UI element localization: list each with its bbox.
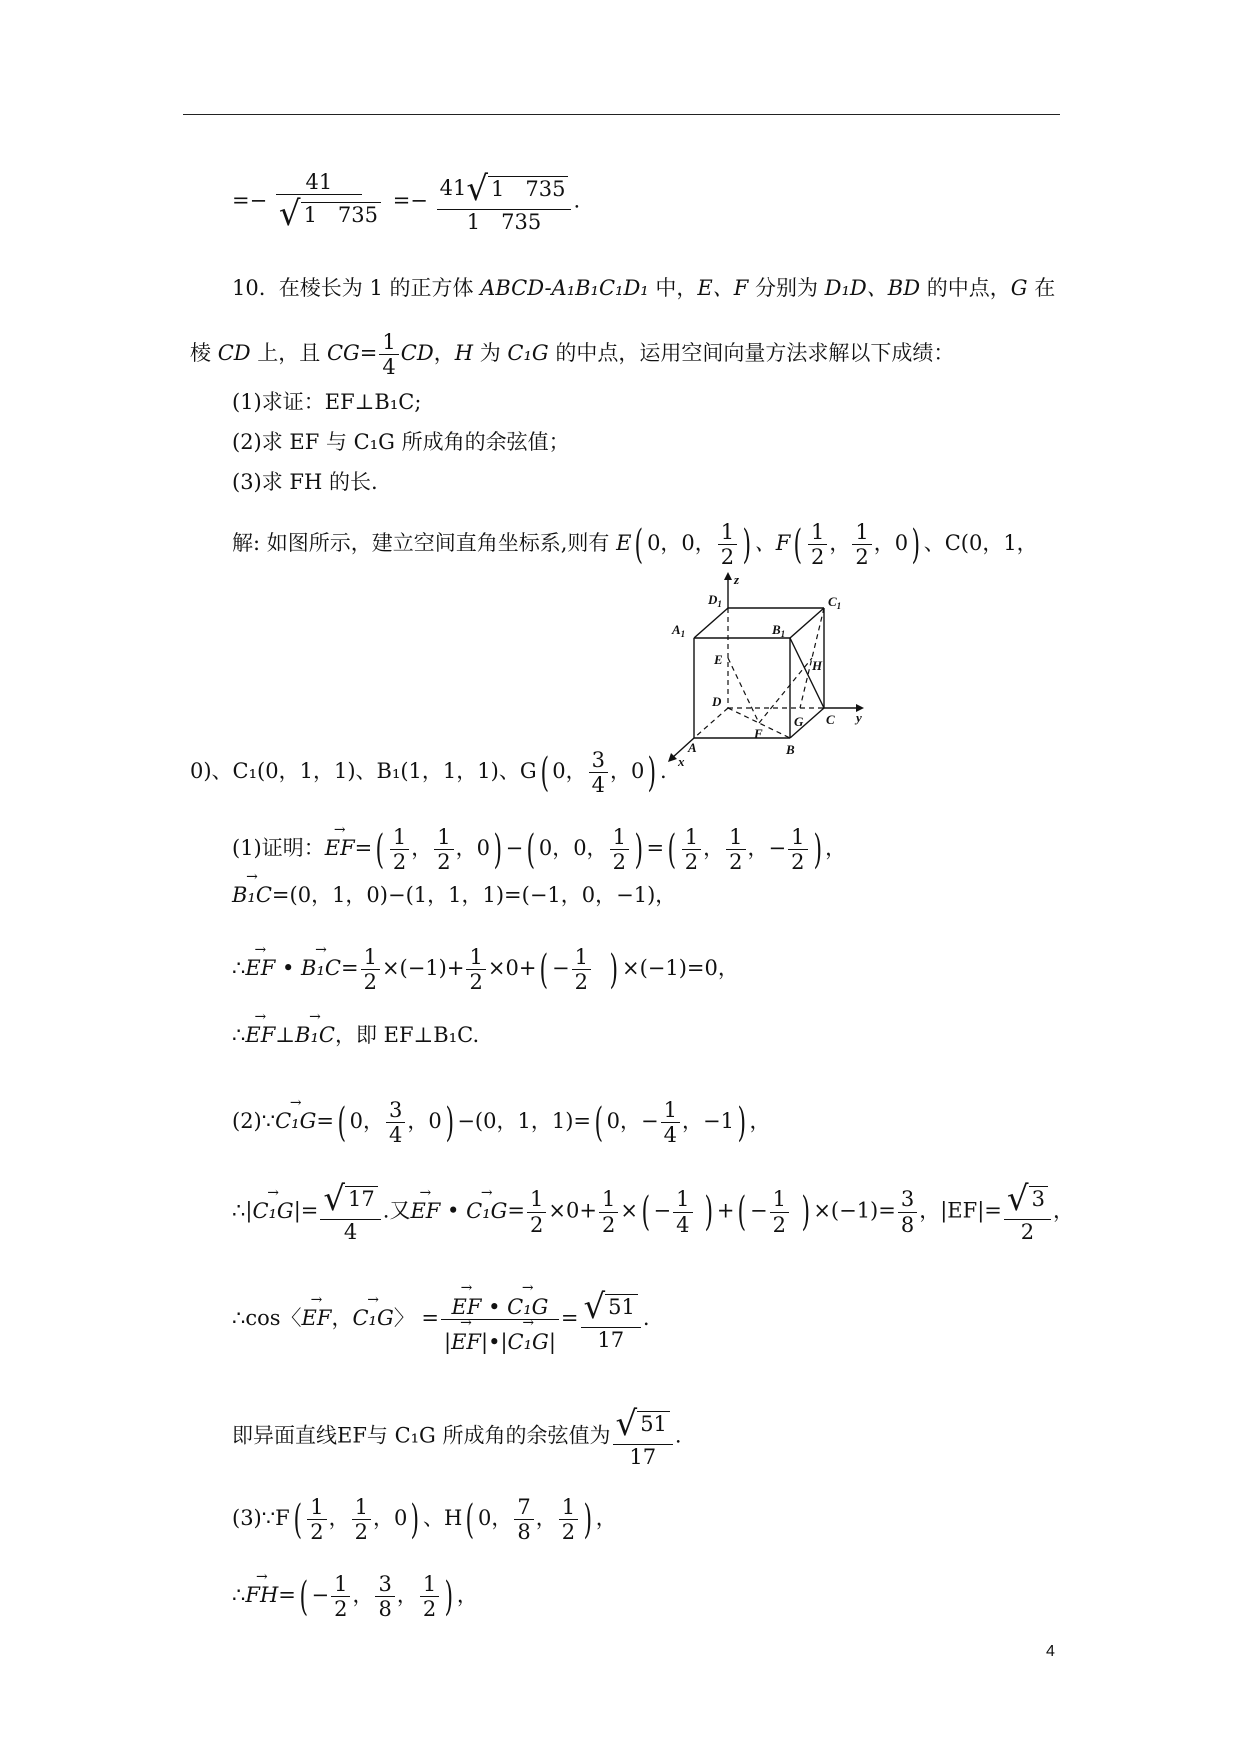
numerator: 1 xyxy=(673,1187,692,1212)
text: (1)证明： xyxy=(232,836,325,861)
question-3: (3)求 FH 的长. xyxy=(232,470,378,494)
edge-a1-d1 xyxy=(694,608,728,638)
coords: 0，0， xyxy=(647,531,716,556)
fraction xyxy=(390,825,409,874)
z-arrow xyxy=(724,572,732,580)
numerator: 3 xyxy=(589,748,608,773)
question-1: (1)求证：EF⊥B₁C; xyxy=(232,390,422,414)
denominator: 2 xyxy=(720,545,735,570)
plus: + xyxy=(716,1198,735,1223)
bracket: 〉 xyxy=(393,1306,415,1331)
text: 为 xyxy=(473,341,508,366)
denominator: 8 xyxy=(900,1212,915,1237)
text: ×(−1)= xyxy=(813,1198,896,1223)
eq-sign: =− xyxy=(392,188,428,213)
problem-number: 10. xyxy=(232,276,266,300)
text: 在棱长为 1 的正方体 xyxy=(278,276,481,300)
denominator: 4 xyxy=(676,1212,690,1237)
fraction xyxy=(581,1288,641,1352)
edge-b1-c xyxy=(790,638,824,708)
denominator: 4 xyxy=(663,1123,677,1148)
vector-c1g: → C₁G xyxy=(275,1111,316,1132)
text: ， xyxy=(749,1109,771,1134)
vector-ef: → EF xyxy=(245,958,275,979)
denominator: 2 xyxy=(354,1520,369,1545)
radicand: 51 xyxy=(605,1294,638,1320)
therefore: ∴ xyxy=(232,1583,246,1608)
label-c1: $C_1$ xyxy=(828,594,842,611)
solution-line-1: 解: 如图所示，建立空间直角坐标系,则有 E( 0，0， $\frac{1}{2}$ ) 、F( $\frac{1}{2}$ ， $\frac{1}{2}$ ，0) 、C(0，1， xyxy=(232,520,1038,570)
text: 棱 xyxy=(190,341,218,366)
denominator: 1 735 xyxy=(466,210,542,235)
fraction xyxy=(307,1495,326,1544)
cube-figure xyxy=(660,570,880,770)
proof-1-line-3: ∴→ EF • → B₁C= $\frac{1}{2}$ ×(−1)+ $\frac{1}{2}$ ×0+( − $\frac{1}{2}$ ) ×(−1)=0， xyxy=(232,945,739,994)
solution-line-2: 0)、C₁(0，1，1)、B₁(1，1，1)、G( 0， $\frac{3}{4}$ ，0) . xyxy=(190,748,667,798)
question-2: (2)求 EF 与 C₁G 所成角的余弦值； xyxy=(232,430,570,454)
math: H xyxy=(454,341,474,366)
radicand: 51 xyxy=(637,1411,670,1437)
conclusion-line xyxy=(232,1405,682,1469)
label-e: E xyxy=(714,652,723,667)
period: . xyxy=(573,188,581,213)
vector-c1g: → C₁G xyxy=(508,1330,549,1354)
numerator: 1 xyxy=(420,1572,439,1597)
period: . xyxy=(674,1423,682,1448)
fraction xyxy=(331,1572,350,1621)
coords: 0， xyxy=(606,1109,641,1134)
text: ， xyxy=(595,1506,617,1531)
text: 的中点，运用空间向量方法求解以下成绩： xyxy=(548,341,955,366)
proof-1-line-1: (1)证明：→ EF=( $\frac{1}{2}$ ， $\frac{1}{2}$ ，0) −( 0，0， $\frac{1}{2}$ ) =( $\frac{1}{2}$ ， $\frac{1}{2}$ ，− $\frac{1}{2}$ ) ， xyxy=(232,825,846,874)
label-y: y xyxy=(856,710,862,725)
text: 解: 如图所示，建立空间直角坐标系,则有 xyxy=(232,531,617,556)
text: (3)∵F xyxy=(232,1506,290,1531)
fraction xyxy=(379,330,398,379)
numerator: 1 xyxy=(527,1187,546,1212)
fraction xyxy=(386,1098,405,1147)
numerator: 1 xyxy=(352,1495,371,1520)
minus: − xyxy=(552,956,570,981)
minus: − xyxy=(750,1198,768,1223)
text: ×(−1)=0， xyxy=(621,956,739,981)
minus: − xyxy=(505,836,524,861)
edge-b1-c1 xyxy=(790,608,824,638)
denominator: 2 xyxy=(469,970,483,995)
denominator: 2 xyxy=(772,1212,787,1237)
fraction xyxy=(898,1187,917,1236)
denominator: 17 xyxy=(597,1327,625,1352)
label-b1: $B_1$ xyxy=(772,622,786,639)
sqrt: √ 3 xyxy=(1007,1180,1048,1219)
denominator: 2 xyxy=(855,545,869,570)
fraction xyxy=(770,1187,789,1236)
fraction xyxy=(437,170,572,234)
fraction xyxy=(808,520,827,569)
proof-2-line-2: ∴|→ C₁G|= $\frac{√ 17}{4}$ .又→ EF • → C₁G= $\frac{1}{2}$ ×0+ $\frac{1}{2}$ ×( − $\frac{1}{4}$ ) +( − $\frac{1}{2}$ ) ×(−1)= $\frac{3}{8}$ ，|EF|= $\frac{√ 3}{2}$ ， xyxy=(232,1180,1074,1244)
problem-line-2 xyxy=(190,330,954,379)
text: ×0+ xyxy=(548,1198,597,1223)
vector-ef: → EF xyxy=(451,1295,481,1319)
fraction xyxy=(276,170,384,234)
numerator: 1 xyxy=(307,1495,326,1520)
proof-2-line-1: (2)∵→ C₁G=( 0， $\frac{3}{4}$ ，0) −(0，1，1)=( 0，− $\frac{1}{4}$ ，−1) ， xyxy=(232,1098,771,1147)
numerator: 1 xyxy=(770,1187,789,1212)
vector-c1g: → C₁G xyxy=(252,1201,293,1222)
fraction xyxy=(375,1572,394,1621)
problem-line-1 xyxy=(232,278,1055,299)
vector-ef: → EF xyxy=(325,838,355,859)
numerator: 7 xyxy=(514,1495,533,1520)
denominator: 2 xyxy=(1020,1220,1035,1245)
coords: 0，0， xyxy=(538,836,608,861)
label-z: z xyxy=(734,572,740,587)
therefore: ∴ xyxy=(232,956,246,981)
numerator: 3 xyxy=(898,1187,917,1212)
math: C₁G xyxy=(507,341,549,366)
proof-1-line-2 xyxy=(232,885,676,906)
fraction xyxy=(320,1180,380,1244)
vector-b1c: → B₁C xyxy=(301,958,341,979)
eq-sign: = xyxy=(646,836,665,861)
text: ，即 EF⊥B₁C. xyxy=(334,1023,480,1047)
numerator: 1 xyxy=(599,1187,618,1212)
numerator: 1 xyxy=(434,825,453,850)
eq-sign: = xyxy=(560,1306,579,1331)
text: 0)、C₁(0，1，1)、B₁(1，1，1)、G xyxy=(190,759,537,784)
text: ∴| xyxy=(232,1198,253,1223)
denominator: 2 xyxy=(310,1520,324,1545)
denominator: 4 xyxy=(388,1123,403,1148)
dot: • xyxy=(275,956,302,981)
fraction xyxy=(661,1098,680,1147)
fraction xyxy=(673,1187,692,1236)
proof-2-line-3 xyxy=(232,1285,650,1354)
numerator: 1 xyxy=(559,1495,578,1520)
coords: 0， xyxy=(477,1506,513,1531)
denominator: 2 xyxy=(437,850,451,875)
period: . xyxy=(642,1306,650,1331)
fraction xyxy=(852,520,871,569)
text: 分别为 xyxy=(748,276,825,300)
label-g: G xyxy=(794,714,804,729)
proof-3-line-1: (3)∵F( $\frac{1}{2}$ ， $\frac{1}{2}$ ，0) 、H( 0， $\frac{7}{8}$ ， $\frac{1}{2}$ ) ， xyxy=(232,1495,617,1545)
denominator: 2 xyxy=(334,1597,348,1622)
eq-sign: = xyxy=(421,1306,440,1331)
minus: − xyxy=(653,1198,672,1223)
vector-c1g: → C₁G xyxy=(352,1308,393,1329)
label-b: B xyxy=(786,742,795,757)
numerator: 3 xyxy=(375,1572,394,1597)
label-a: A xyxy=(688,740,697,755)
fraction xyxy=(466,945,485,994)
text: × xyxy=(620,1198,638,1223)
perp: ⊥ xyxy=(275,1023,296,1047)
text: ，|EF|= xyxy=(919,1198,1002,1223)
radicand: 17 xyxy=(345,1186,378,1212)
radicand: 1 735 xyxy=(301,202,381,228)
denominator: 2 xyxy=(729,850,743,875)
math: E、F xyxy=(697,276,749,300)
text: |= xyxy=(293,1198,319,1223)
equation-line-1 xyxy=(232,170,580,234)
minus: − xyxy=(640,1109,659,1134)
abs: | xyxy=(444,1330,452,1355)
minus: − xyxy=(311,1583,330,1608)
fraction xyxy=(610,825,629,874)
denominator: 4 xyxy=(591,773,605,798)
vector-c1g: → C₁G xyxy=(466,1201,507,1222)
label-c: C xyxy=(826,712,835,727)
numerator: 3 xyxy=(386,1098,405,1123)
numerator: 1 xyxy=(379,330,398,355)
denominator: 2 xyxy=(574,970,589,995)
text: ×0+ xyxy=(487,956,537,981)
minus: − xyxy=(768,836,787,861)
text: ， xyxy=(433,341,455,366)
math: E xyxy=(616,531,632,556)
denominator: 2 xyxy=(363,970,377,995)
text: 在 xyxy=(1027,276,1056,300)
radicand: 3 xyxy=(1029,1186,1048,1212)
hidden-d-a xyxy=(694,708,728,738)
proof-3-line-2: ∴→ FH=( − $\frac{1}{2}$ ， $\frac{3}{8}$ ， $\frac{1}{2}$ ) ， xyxy=(232,1572,478,1621)
text: 即异面直线EF与 C₁G 所成角的余弦值为 xyxy=(232,1423,611,1448)
fraction xyxy=(788,825,807,874)
coords: 0， xyxy=(349,1109,384,1134)
fraction xyxy=(718,520,737,569)
numerator: 1 xyxy=(610,825,629,850)
numerator: 1 xyxy=(331,1572,350,1597)
period: . xyxy=(659,759,667,784)
coords: ，0 xyxy=(609,759,645,784)
denominator: 2 xyxy=(684,850,699,875)
numerator: 1 xyxy=(808,520,827,545)
numerator: 1 xyxy=(466,945,485,970)
text: (2)∵ xyxy=(232,1109,276,1134)
eq-sign: = xyxy=(278,1583,296,1608)
text: ∴cos〈 xyxy=(232,1306,302,1331)
vector-ef: → EF xyxy=(410,1201,440,1222)
vector-ef: → EF xyxy=(451,1330,481,1354)
eq-sign: = xyxy=(507,1198,525,1223)
fraction xyxy=(726,825,745,874)
math: CD xyxy=(400,341,434,366)
label-a1: $A_1$ xyxy=(672,622,686,639)
text: 的中点， xyxy=(920,276,1011,300)
numerator: 1 xyxy=(361,945,380,970)
dot: • xyxy=(481,1295,508,1319)
label-d: D xyxy=(712,694,722,709)
vector-ef: → EF xyxy=(245,1025,275,1046)
label-d1: $D_1$ xyxy=(708,592,722,609)
numerator: 1 xyxy=(390,825,409,850)
text: −(0，1，1)= xyxy=(457,1109,591,1134)
eq-sign: = xyxy=(354,836,373,861)
eq-sign: = xyxy=(340,956,359,981)
sqrt: √ 51 xyxy=(584,1288,638,1327)
math: CG xyxy=(326,341,360,366)
sqrt: √ 51 xyxy=(616,1405,670,1444)
math: D₁D、BD xyxy=(824,276,921,300)
numerator: 1 xyxy=(572,945,591,970)
denominator: 4 xyxy=(343,1220,358,1245)
vector-ef: → EF xyxy=(302,1308,332,1329)
numerator: 41 xyxy=(439,176,467,201)
therefore: ∴ xyxy=(232,1023,246,1047)
denominator: 2 xyxy=(791,850,805,875)
text: 中， xyxy=(648,276,698,300)
fraction xyxy=(352,1495,371,1544)
vector-fh: → FH xyxy=(245,1585,278,1606)
fraction xyxy=(599,1187,618,1236)
fraction xyxy=(1004,1180,1051,1244)
denominator: 2 xyxy=(530,1212,544,1237)
fraction xyxy=(682,825,701,874)
fraction xyxy=(572,945,591,994)
coords: ，0 xyxy=(407,1109,442,1134)
text: ×(−1)+ xyxy=(381,956,465,981)
label-h: H xyxy=(812,658,823,673)
numerator: 1 xyxy=(718,520,737,545)
abs: |•| xyxy=(481,1330,508,1355)
numerator: 1 xyxy=(788,825,807,850)
math: CD xyxy=(217,341,251,366)
denominator: 2 xyxy=(810,545,825,570)
fraction xyxy=(441,1285,559,1354)
fraction xyxy=(361,945,380,994)
fraction xyxy=(420,1572,439,1621)
eq-sign: =− xyxy=(232,188,268,213)
vector-b1c: → B₁C xyxy=(295,1025,335,1046)
fraction xyxy=(613,1405,673,1469)
text: =(0，1，0)−(1，1，1)=(−1，0，−1)， xyxy=(271,883,677,907)
coords: 0， xyxy=(552,759,587,784)
math: ABCD-A₁B₁C₁D₁ xyxy=(480,276,649,300)
text: 、H xyxy=(423,1506,463,1531)
sqrt: √ 1 735 xyxy=(466,170,568,209)
page-number: 4 xyxy=(1046,1643,1055,1660)
denominator: 2 xyxy=(561,1520,576,1545)
radicand: 1 735 xyxy=(488,176,568,202)
fraction xyxy=(559,1495,578,1544)
denominator: 8 xyxy=(378,1597,392,1622)
denominator: 4 xyxy=(382,355,396,380)
label-x: x xyxy=(678,754,685,769)
header-rule xyxy=(183,114,1060,115)
denominator: 17 xyxy=(629,1445,657,1470)
numerator: 1 xyxy=(661,1098,680,1123)
numerator: 41 xyxy=(276,170,362,195)
sqrt: √ 17 xyxy=(323,1180,377,1219)
text: 上，且 xyxy=(250,341,327,366)
comma: ， xyxy=(331,1306,353,1331)
eq-sign: = xyxy=(316,1109,334,1134)
hidden-e-f xyxy=(728,658,759,723)
abs: | xyxy=(548,1330,556,1355)
fraction xyxy=(514,1495,533,1544)
math: 、F xyxy=(754,531,791,556)
denominator: 2 xyxy=(612,850,626,875)
text: .又 xyxy=(382,1198,411,1223)
eq-sign: = xyxy=(359,341,378,366)
sqrt: √ 1 735 xyxy=(279,195,381,234)
label-f: F xyxy=(754,726,763,741)
numerator: 1 xyxy=(852,520,871,545)
numerator: 1 xyxy=(682,825,701,850)
denominator: 8 xyxy=(517,1520,531,1545)
proof-1-line-4 xyxy=(232,1025,479,1046)
fraction xyxy=(434,825,453,874)
denominator: 2 xyxy=(601,1212,616,1237)
denominator: 2 xyxy=(392,850,407,875)
denominator: 2 xyxy=(422,1597,437,1622)
numerator: 1 xyxy=(726,825,745,850)
fraction xyxy=(589,748,608,797)
dot: • xyxy=(440,1198,467,1223)
vector-c1g: → C₁G xyxy=(507,1295,548,1319)
text: 、C(0，1， xyxy=(923,531,1038,556)
math: G xyxy=(1010,276,1028,300)
vector-b1c: → B₁C xyxy=(232,885,272,906)
fraction xyxy=(527,1187,546,1236)
